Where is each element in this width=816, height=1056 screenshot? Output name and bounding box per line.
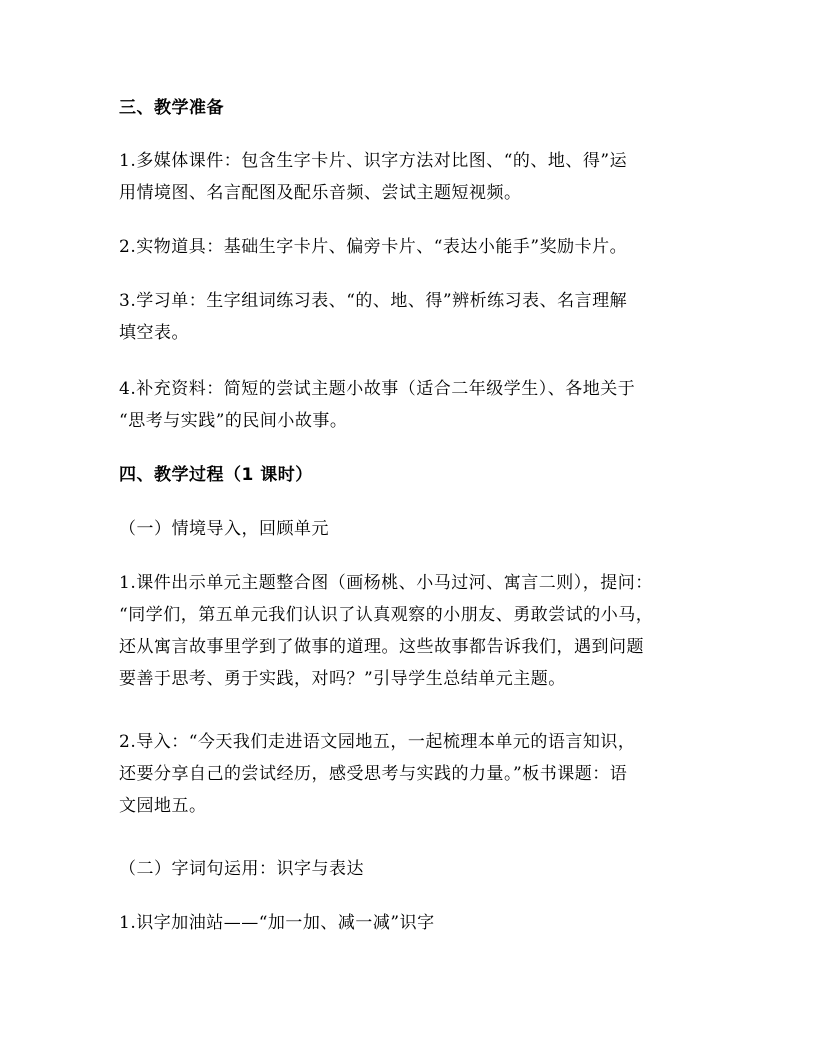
paragraph-line: 还从寓言故事里学到了做事的道理。这些故事都告诉我们，遇到问题 [119, 637, 644, 657]
subheading-text: （一）情境导入，回顾单元 [119, 519, 329, 539]
paragraph-line: 1.识字加油站——“加一加、减一减”识字 [119, 913, 435, 933]
subheading-situation-intro [119, 513, 704, 545]
heading-text: 四、教学过程（1 课时） [119, 465, 313, 485]
paragraph-line: 1.课件出示单元主题整合图（画杨桃、小马过河、寓言二则），提问： [119, 573, 653, 593]
paragraph-line: 2.导入：“今天我们走进语文园地五，一起梳理本单元的语言知识， [119, 732, 636, 752]
paragraph-line: “同学们，第五单元我们认识了认真观察的小朋友、勇敢尝试的小马， [119, 605, 654, 625]
process-item-introduction [119, 726, 704, 822]
process-item-literacy-station [119, 907, 704, 939]
subheading-word-sentence-use [119, 853, 704, 885]
prep-item-multimedia [119, 145, 704, 209]
section-heading-teaching-preparation [119, 92, 704, 124]
paragraph-line: 4.补充资料：简短的尝试主题小故事（适合二年级学生）、各地关于 [119, 379, 636, 399]
subheading-text: （二）字词句运用：识字与表达 [119, 859, 364, 879]
paragraph-line: 填空表。 [119, 323, 189, 343]
paragraph-line: 1.多媒体课件：包含生字卡片、识字方法对比图、“的、地、得”运 [119, 151, 628, 171]
paragraph-line: 3.学习单：生字组词练习表、“的、地、得”辨析练习表、名言理解 [119, 291, 628, 311]
paragraph-line: 用情境图、名言配图及配乐音频、尝试主题短视频。 [119, 183, 522, 203]
heading-text: 三、教学准备 [119, 98, 224, 118]
section-heading-teaching-process [119, 459, 704, 491]
process-item-courseware [119, 567, 704, 695]
prep-item-supplementary [119, 373, 704, 437]
paragraph-line: 还要分享自己的尝试经历，感受思考与实践的力量。”板书课题：语 [119, 764, 628, 784]
paragraph-line: 文园地五。 [119, 796, 207, 816]
paragraph-line: 2.实物道具：基础生字卡片、偏旁卡片、“表达小能手”奖励卡片。 [119, 237, 628, 257]
paragraph-line: “思考与实践”的民间小故事。 [119, 411, 348, 431]
prep-item-props [119, 231, 704, 263]
prep-item-worksheet [119, 285, 704, 349]
paragraph-line: 要善于思考、勇于实践，对吗？”引导学生总结单元主题。 [119, 669, 566, 689]
